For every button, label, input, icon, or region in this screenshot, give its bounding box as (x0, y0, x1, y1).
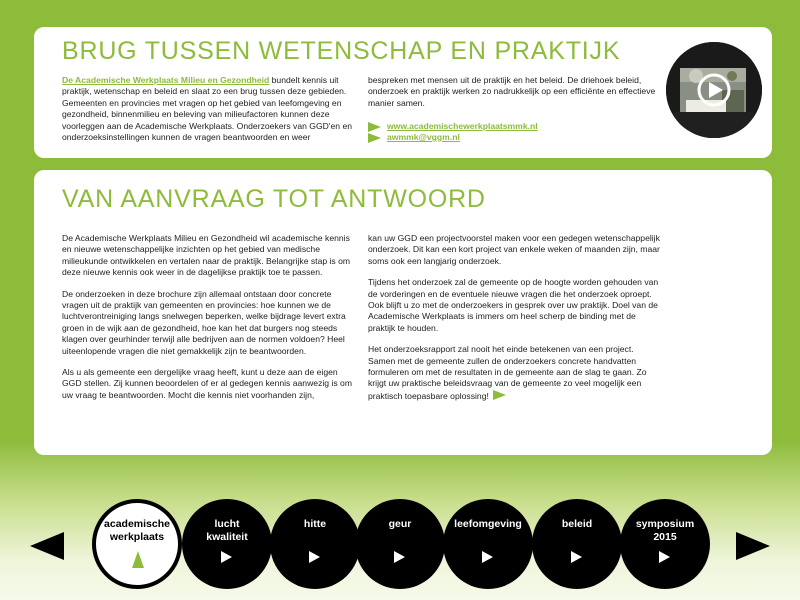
website-link-text[interactable]: www.academischewerkplaatsmmk.nl (387, 121, 538, 132)
nav-leefomgeving[interactable] (443, 499, 533, 589)
nav-label (270, 518, 360, 531)
main-title: VAN AANVRAAG TOT ANTWOORD (62, 185, 486, 213)
nav-label (620, 518, 710, 544)
nav-label (355, 518, 445, 531)
read-more-arrow-icon[interactable] (493, 390, 506, 400)
nav-label-line2: 2015 (653, 531, 677, 543)
email-link-text[interactable]: awmmk@vggm.nl (387, 132, 460, 143)
intro-panel (34, 27, 772, 158)
academische-werkplaats-link[interactable]: De Academische Werkplaats Milieu en Gezondheid (62, 75, 270, 85)
next-page-button[interactable] (736, 532, 770, 565)
nav-label-line1: beleid (561, 518, 593, 530)
nav-geur[interactable] (355, 499, 445, 589)
email-link[interactable] (368, 132, 668, 143)
video-play-icon (666, 42, 762, 138)
nav-label-line1: hitte (303, 518, 327, 530)
intro-column-1 (62, 75, 352, 143)
nav-label-line1: symposium (635, 518, 695, 530)
paragraph: De Academische Werkplaats Milieu en Gezondheid wil academische kennis en nieuwe wetenschappelijke inzichten op het gebied van medische milieukunde ontwikkelen en vertalen naar de praktijk. Belangrijke stap is om deze nieuwe kennis ook weer in de dagelijkse praktijk toe te passen. (62, 233, 351, 278)
contact-links (368, 121, 668, 143)
nav-label-line2: kwaliteit (206, 531, 248, 543)
main-column-1 (62, 233, 352, 411)
video-thumbnail[interactable] (666, 42, 762, 138)
paragraph: Als u als gemeente een dergelijke vraag heeft, kunt u deze aan de eigen GGD stellen. Zij kunnen beoordelen of er al gedegen kennis aanwezig is om uw vraag te beantwoorden. Mocht die kennis niet voorhanden zijn, (62, 367, 352, 400)
nav-hitte[interactable] (270, 499, 360, 589)
play-arrow-icon (571, 551, 582, 563)
nav-symposium-2015[interactable] (620, 499, 710, 589)
play-arrow-icon (482, 551, 493, 563)
nav-label (182, 518, 272, 544)
nav-label-line1: leefomgeving (454, 518, 522, 530)
paragraph: Tijdens het onderzoek zal de gemeente op de hoogte worden gehouden van de vorderingen en de eventuele nieuwe vragen die het onderzoek oproept. Ook blijft u zo met de onderzoekers in gesprek over uw praktijk. Doel van de Academische Werkplaats is immers om heel scherp de binding met de praktijk te houden. (368, 277, 659, 333)
nav-beleid[interactable] (532, 499, 622, 589)
play-arrow-icon (394, 551, 405, 563)
previous-page-button[interactable] (30, 532, 64, 565)
play-arrow-icon (309, 551, 320, 563)
paragraph-last (368, 344, 660, 402)
nav-label (96, 518, 178, 544)
nav-label-line1: academische (104, 518, 170, 530)
nav-label-line1: lucht (214, 518, 240, 530)
play-arrow-icon (221, 551, 232, 563)
nav-label-line2: werkplaats (109, 531, 165, 543)
intro-text-1: bundelt kennis uit praktijk, wetenschap en beleid en slaat zo een brug tussen deze gebieden. Gemeenten en provincies met vragen op het gebied van leefomgeving en gezondheid, binnenmilieu en beleving van milieufactoren kunnen deze voorleggen aan de Academische Werkplaats. Onderzoekers van GGD'en en onderzoeksinstellingen kunnen de vragen beantwoorden en weer (62, 75, 353, 143)
nav-academische-werkplaats[interactable] (92, 499, 182, 589)
intro-column-2 (368, 75, 668, 143)
arrow-left-icon (30, 532, 64, 560)
main-panel (34, 170, 772, 455)
paragraph-text: Het onderzoeksrapport zal nooit het einde betekenen van een project. Samen met de gemeente zullen de onderzoekers concrete handvatten formuleren om met de resultaten in de gemeente aan de slag te gaan. Zo krijgt uw praktische beleidsvraag van de gemeente zo veel mogelijk een praktisch toepasbare oplossing! (368, 344, 647, 401)
nav-label (443, 518, 533, 531)
website-link[interactable] (368, 121, 668, 132)
paragraph: De onderzoeken in deze brochure zijn allemaal ontstaan door concrete vragen uit de praktijk van gemeenten en provincies: hoe kunnen we de luchtverontreiniging langs snelwegen beperken, welke bijdrage levert extra groen in de wijk aan de gezondheid, hoe kan het dat burgers nog steeds klagen over geurhinder terwijl alle bedrijven aan de normen voldoen? Heel uiteenlopende vragen die niet gemakkelijk zijn te beantwoorden. (62, 288, 346, 356)
intro-text-2: bespreken met mensen uit de praktijk en het beleid. De driehoek beleid, onderzoek en praktijk werken zo nadrukkelijk op een efficiënte en effectieve manier samen. (368, 75, 656, 108)
nav-label-line1: geur (388, 518, 412, 530)
intro-title: BRUG TUSSEN WETENSCHAP EN PRAKTIJK (62, 37, 621, 65)
paragraph: kan uw GGD een projectvoorstel maken voor een gedegen wetenschappelijk onderzoek. Dit kan een kort project van enkele weken of maanden zijn, maar soms ook een langjarig onderzoek. (368, 233, 660, 266)
nav-lucht-kwaliteit[interactable] (182, 499, 272, 589)
active-indicator-icon (132, 551, 144, 568)
link-arrow-icon (368, 133, 381, 143)
nav-label (532, 518, 622, 531)
main-column-2 (368, 233, 660, 412)
link-arrow-icon (368, 122, 381, 132)
arrow-right-icon (736, 532, 770, 560)
play-arrow-icon (659, 551, 670, 563)
